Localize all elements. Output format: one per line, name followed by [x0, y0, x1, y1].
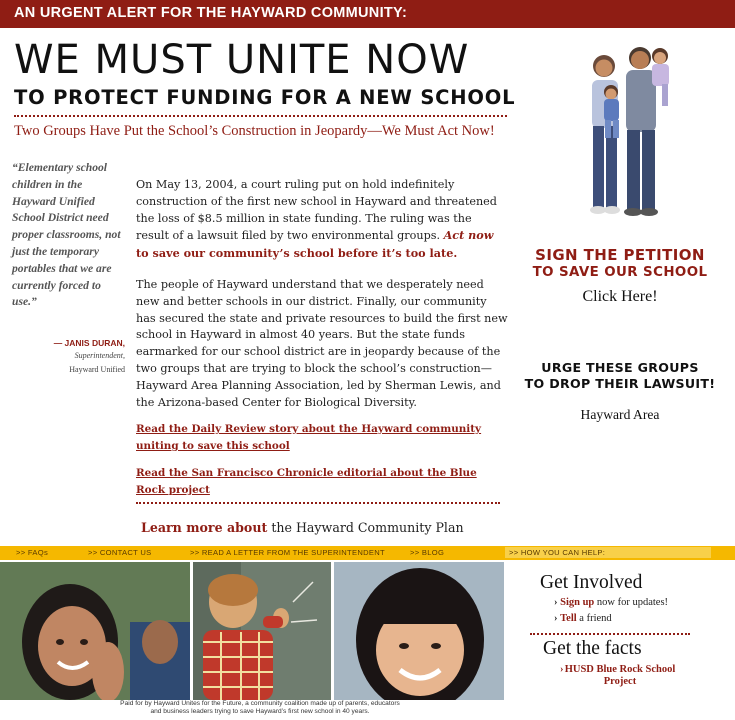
petition-click-here-link[interactable]: Click Here!: [582, 288, 658, 305]
child-photo-3: [334, 562, 504, 700]
signup-rest: now for updates!: [594, 597, 669, 608]
subheadline: Two Groups Have Put the School’s Construction in Jeopardy—We Must Act Now!: [14, 123, 495, 139]
get-involved-title: Get Involved: [540, 572, 643, 593]
quote-attribution-name: — JANIS DURAN,: [53, 338, 125, 348]
nav-bar: [0, 546, 735, 560]
learn-more-rest: the Hayward Community Plan: [267, 520, 464, 535]
signup-link[interactable]: Sign up: [560, 597, 595, 608]
tell-rest: a friend: [576, 613, 612, 624]
quote-attribution-org: Hayward Unified: [69, 365, 125, 374]
family-photo: [566, 38, 686, 238]
body-paragraph-1: [136, 177, 508, 263]
petition-heading-2[interactable]: TO SAVE OUR SCHOOL: [532, 265, 708, 280]
divider-dotted-2: [136, 502, 500, 504]
petition-heading-1[interactable]: SIGN THE PETITION: [535, 246, 705, 264]
nav-contact-us[interactable]: >> CONTACT US: [88, 548, 152, 557]
pull-quote-text: “Elementary school children in the Hayward Unified School District need proper classrooms, not just the temporary portables that we are currently forced to use.”: [12, 161, 121, 309]
body-p1-emph: Act now: [443, 228, 494, 243]
alert-bar: [0, 0, 735, 28]
husd-project-link[interactable]: › HUSD Blue Rock School Project: [560, 664, 676, 688]
child-photo-1: [0, 562, 190, 700]
story-link-1-wrap: [136, 421, 508, 455]
body-p1-text: On May 13, 2004, a court ruling put on hold indefinitely construction of the first new school in Hayward and threatened the loss of $8.5 million in state funding. The ruling was the result of a lawsuit filed by two environmental groups.: [136, 178, 497, 243]
body-p1-cta: to save our community’s school before it’s too late.: [136, 246, 458, 261]
nav-blog[interactable]: >> BLOG: [410, 548, 445, 557]
chronicle-editorial-link[interactable]: Read the San Francisco Chronicle editorial about the Blue Rock project: [136, 467, 477, 496]
story-link-2-wrap: [136, 465, 508, 499]
nav-how-you-can-help: >> HOW YOU CAN HELP:: [509, 548, 606, 557]
husd-project-label[interactable]: HUSD Blue Rock School Project: [564, 664, 676, 688]
urge-heading-1: URGE THESE GROUPS: [541, 360, 699, 375]
child-photo-2: [193, 562, 331, 700]
divider-dotted-3: [530, 633, 690, 635]
how-you-can-help-bar: [505, 547, 711, 558]
pull-quote: [12, 160, 124, 311]
body-paragraph-2: [136, 277, 508, 411]
tell-friend-row[interactable]: › Tell a friend: [554, 613, 612, 624]
paid-for-caption: [80, 700, 440, 716]
daily-review-link[interactable]: Read the Daily Review story about the Hayward community uniting to save this school: [136, 423, 482, 452]
learn-more-link[interactable]: [141, 520, 464, 535]
tell-link[interactable]: Tell: [560, 613, 577, 624]
nav-faqs[interactable]: >> FAQs: [16, 548, 49, 557]
secondary-headline: TO PROTECT FUNDING FOR A NEW SCHOOL: [14, 86, 516, 109]
caption-line-2: and business leaders trying to save Hayward’s first new school in 40 years.: [150, 708, 370, 716]
get-facts-title: Get the facts: [543, 638, 642, 659]
urge-group-name[interactable]: Hayward Area: [580, 407, 660, 422]
alert-text: AN URGENT ALERT FOR THE HAYWARD COMMUNITY:: [14, 5, 408, 21]
nav-superintendent-letter[interactable]: >> READ A LETTER FROM THE SUPERINTENDENT: [190, 548, 385, 557]
learn-more-bold: Learn more about: [141, 520, 268, 535]
main-headline: WE MUST UNITE NOW: [14, 37, 470, 83]
signup-row[interactable]: › Sign up now for updates!: [554, 597, 669, 608]
body-p2-text: The people of Hayward understand that we desperately need new and better schools in our district. Finally, our community has secured the state and private resources to build the first new school in Hayward in almost 40 years. But the state funds earmarked for our school district are in jeopardy because of the two groups that are trying to block the school’s construction—Hayward Area Planning Association, led by Sherman Lewis, and the Arizona-based Center for Biological Diversity.: [136, 278, 508, 409]
caption-line-1: Paid for by Hayward Unites for the Future, a community coalition made up of parents, educators: [120, 700, 400, 707]
quote-attribution-role: Superintendent,: [74, 351, 125, 360]
urge-heading-2: TO DROP THEIR LAWSUIT!: [524, 376, 716, 391]
divider-dotted: [14, 115, 507, 117]
